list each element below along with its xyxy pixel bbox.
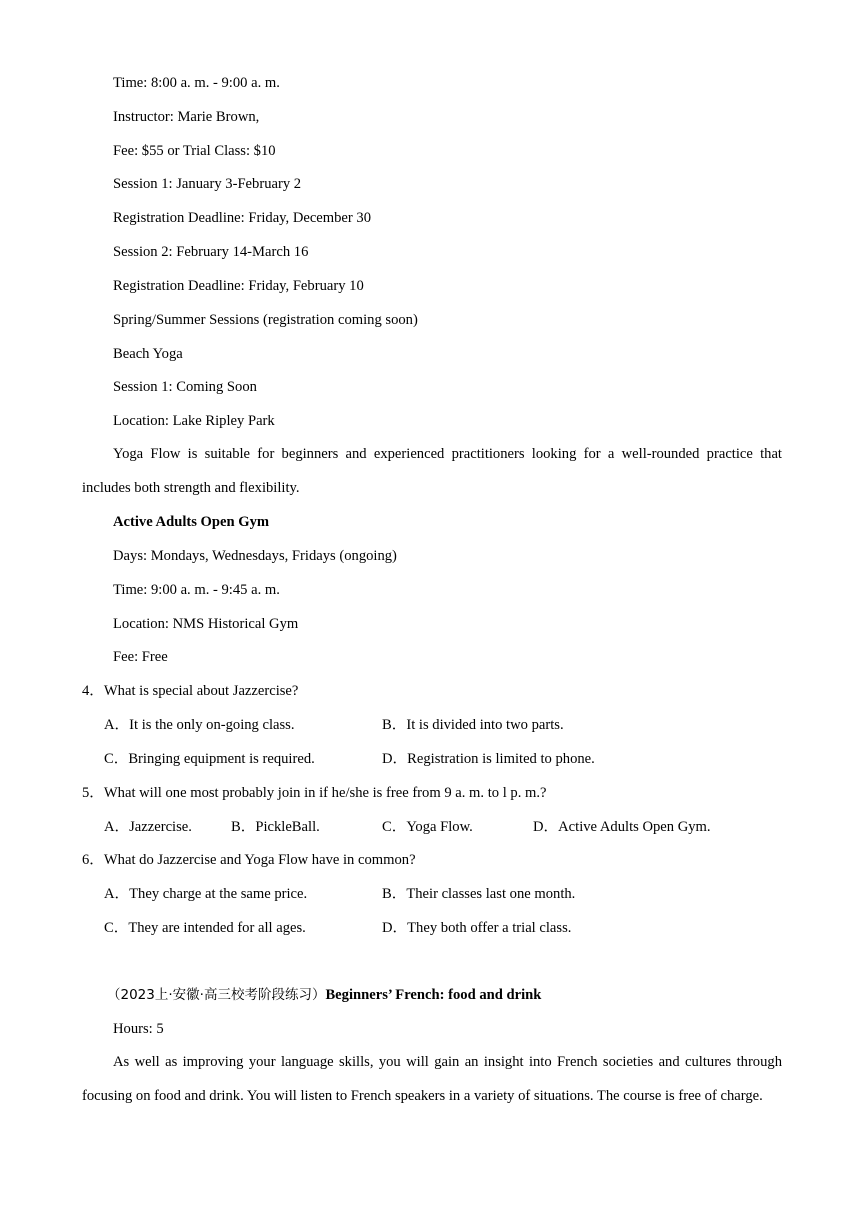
- schedule-deadline-2: Registration Deadline: Friday, February 10: [113, 278, 364, 294]
- question-4-option-a: A．It is the only on-going class.: [104, 717, 295, 733]
- question-6-option-d: D．They both offer a trial class.: [382, 920, 572, 936]
- schedule-time: Time: 8:00 a. m. - 9:00 a. m.: [113, 75, 280, 91]
- active-adults-fee: Fee: Free: [113, 649, 168, 665]
- schedule-instructor: Instructor: Marie Brown,: [113, 109, 260, 125]
- yoga-flow-paragraph: Yoga Flow is suitable for beginners and experienced practitioners looking for a well-rounded practice that includes both strength and flexibility.: [82, 446, 782, 496]
- question-4-option-b: B．It is divided into two parts.: [382, 717, 564, 733]
- question-5-option-d: D．Active Adults Open Gym.: [533, 819, 711, 835]
- schedule-beach-session: Session 1: Coming Soon: [113, 379, 257, 395]
- question-5: 5．What will one most probably join in if he/she is free from 9 a. m. to l p. m.?: [82, 785, 547, 801]
- schedule-session-1: Session 1: January 3-February 2: [113, 176, 302, 192]
- next-passage-title: Beginners’ French: food and drink: [325, 987, 542, 1003]
- schedule-deadline-1: Registration Deadline: Friday, December 30: [113, 210, 372, 226]
- active-adults-location: Location: NMS Historical Gym: [113, 616, 299, 632]
- question-4: 4．What is special about Jazzercise?: [82, 683, 299, 699]
- question-5-option-c: C．Yoga Flow.: [382, 819, 473, 835]
- active-adults-time: Time: 9:00 a. m. - 9:45 a. m.: [113, 582, 280, 598]
- next-passage-header: [107, 985, 541, 1005]
- question-6: 6．What do Jazzercise and Yoga Flow have in common?: [82, 852, 416, 868]
- schedule-session-2: Session 2: February 14-March 16: [113, 244, 309, 260]
- schedule-spring-summer: Spring/Summer Sessions (registration coming soon): [113, 312, 418, 328]
- section-heading-active-adults: Active Adults Open Gym: [113, 514, 270, 530]
- question-5-option-a: A．Jazzercise.: [104, 819, 192, 835]
- schedule-location: Location: Lake Ripley Park: [113, 413, 275, 429]
- question-6-option-b: B．Their classes last one month.: [382, 886, 576, 902]
- question-4-option-d: D．Registration is limited to phone.: [382, 751, 595, 767]
- next-passage-hours: Hours: 5: [113, 1021, 164, 1037]
- next-passage-source: （2023上·安徽·高三校考阶段练习）: [107, 987, 326, 1003]
- question-5-option-b: B．PickleBall.: [231, 819, 320, 835]
- schedule-fee: Fee: $55 or Trial Class: $10: [113, 143, 276, 159]
- question-4-option-c: C．Bringing equipment is required.: [104, 751, 315, 767]
- schedule-beach-yoga: Beach Yoga: [113, 346, 183, 362]
- next-passage-paragraph: As well as improving your language skills, you will gain an insight into French societies and cultures through focusing on food and drink. You will listen to French speakers in a variety of situations. The course is free of charge.: [82, 1054, 782, 1104]
- question-6-option-a: A．They charge at the same price.: [104, 886, 308, 902]
- active-adults-days: Days: Mondays, Wednesdays, Fridays (ongoing): [113, 548, 397, 564]
- question-6-option-c: C．They are intended for all ages.: [104, 920, 306, 936]
